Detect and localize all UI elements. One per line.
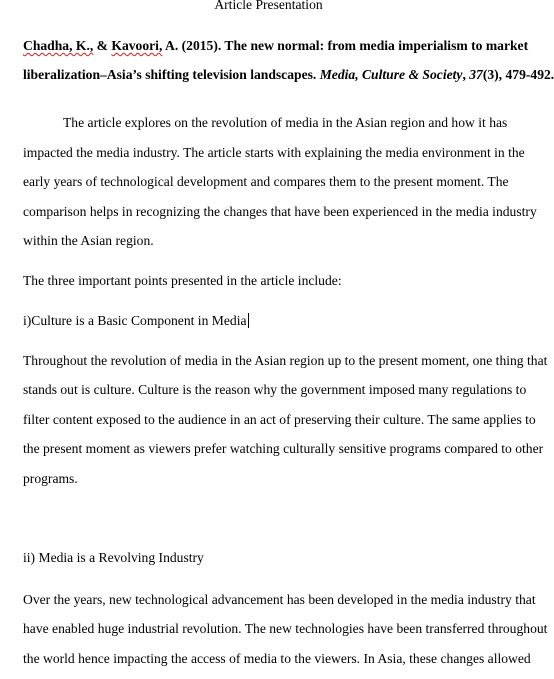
point1-line: programs.: [23, 471, 78, 486]
point1-heading-text: i)Culture is a Basic Component in Media: [23, 313, 247, 328]
point1-line: Throughout the revolution of media in the Asian region up to the present moment, one thing that: [23, 353, 548, 368]
reference-ampersand: &: [93, 38, 112, 53]
text-cursor: [248, 313, 249, 328]
point1-line: filter content exposed to the audience in an act of preserving their culture. The same applies to: [23, 412, 536, 427]
intro-line: comparison helps in recognizing the changes that have been experienced in the media industry: [23, 204, 537, 219]
reference-line-1: [23, 38, 528, 54]
points-intro: The three important points presented in the article include:: [23, 273, 342, 288]
intro-line: impacted the media industry. The article starts with explaining the media environment in the: [23, 145, 525, 160]
reference-author-1: Chadha, K.,: [23, 38, 94, 53]
reference-author-2: Kavoori,: [111, 38, 163, 53]
point1-line: stands out is culture. Culture is the reason why the government imposed many regulations to: [23, 382, 527, 397]
reference-volume: 37: [469, 67, 483, 82]
reference-pages: (3), 479-492.: [482, 67, 554, 82]
point1-line: the present moment as viewers prefer watching culturally sensitive programs compared to other: [23, 441, 544, 456]
reference-line-2: [23, 67, 554, 83]
page-header: Article Presentation: [214, 0, 323, 12]
intro-line: The article explores on the revolution of media in the Asian region and how it has: [63, 115, 508, 130]
intro-line: within the Asian region.: [23, 233, 154, 248]
intro-line: early years of technological development and compares them to the present moment. The: [23, 174, 509, 189]
point2-heading: ii) Media is a Revolving Industry: [23, 550, 204, 565]
reference-year-title: A. (2015). The new normal: from media imperialism to market: [162, 38, 529, 53]
reference-title-cont: liberalization–Asia’s shifting television landscapes.: [23, 67, 317, 82]
reference-journal: Media, Culture & Society: [319, 67, 463, 82]
point2-line: the world hence impacting the access of media to the viewers. In Asia, these changes allowed: [23, 651, 531, 666]
point1-heading[interactable]: [23, 313, 249, 329]
reference-comma: ,: [462, 67, 470, 82]
point2-line: have enabled huge industrial revolution. The new technologies have been transferred throughout: [23, 621, 548, 636]
point2-line: Over the years, new technological advancement has been developed in the media industry that: [23, 592, 536, 607]
